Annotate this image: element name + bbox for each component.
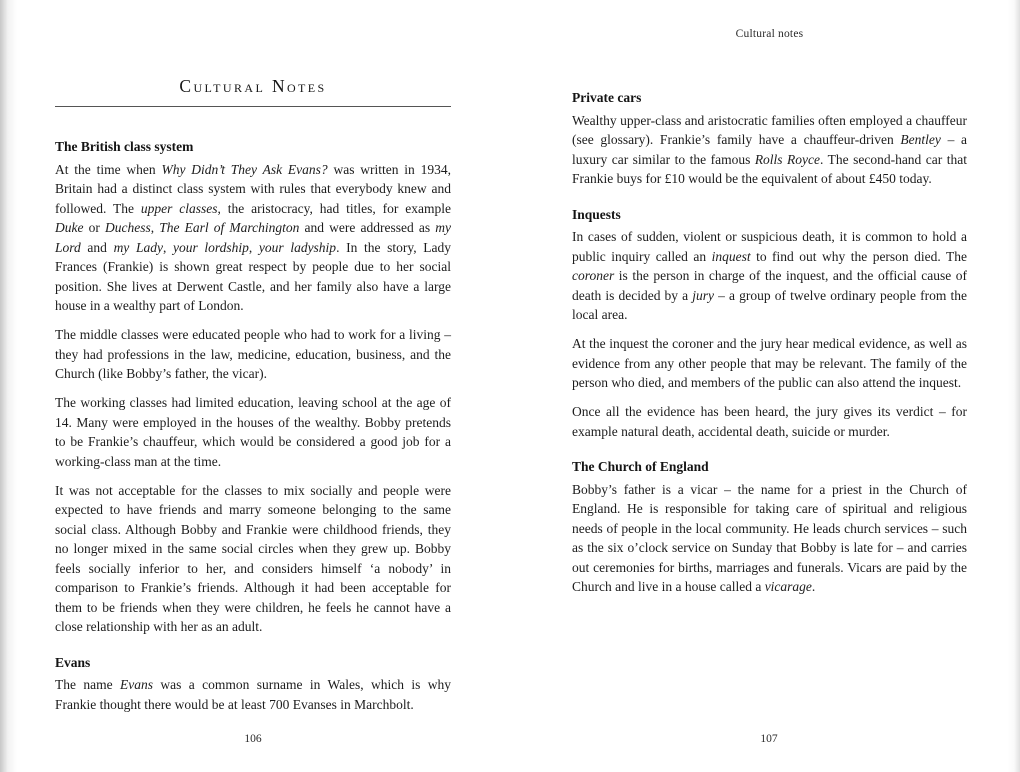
section-heading: Private cars bbox=[572, 90, 642, 105]
page-number-right: 107 bbox=[760, 733, 778, 745]
section-heading: The Church of England bbox=[572, 459, 709, 474]
page-right bbox=[572, 88, 967, 597]
paragraph: In cases of sudden, violent or suspicious death, it is common to hold a public inquiry called an inquest to find out why the person died. The coroner is the person in charge of the inquest, and the official cause of death is decided by a jury – a group of twelve ordinary people from the local area. bbox=[572, 229, 968, 322]
paragraph: Wealthy upper-class and aristocratic families often employed a chauffeur (see glossary). Frankie’s family have a chauffeur-driven Bentley – a luxury car similar to the famous Rolls Royce. The second-hand car that Frankie buys for £10 would be the equivalent of about £450 today. bbox=[572, 112, 967, 186]
paragraph: At the inquest the coroner and the jury hear medical evidence, as well as evidence from any other people that may be relevant. The family of the person who died, and members of the public can also attend the inquest. bbox=[572, 336, 967, 390]
paragraph: The working classes had limited education, leaving school at the age of 14. Many were employed in the houses of the wealthy. Bobby pretends to be Frankie’s chauffeur, which would be considered a good job for a working-class man at the time. bbox=[55, 395, 451, 469]
running-header: Cultural notes bbox=[735, 28, 804, 40]
page-title: Cultural Notes bbox=[179, 76, 327, 96]
section-church-of-england bbox=[572, 457, 967, 597]
page-left bbox=[55, 76, 451, 714]
paragraph: At the time when Why Didn’t They Ask Evans? was written in 1934, Britain had a distinct class system with rules that everybody knew and followed. The upper classes, the aristocracy, had titles, for example Duke or Duchess, The Earl of Marchington and were addressed as my Lord and my Lady, your lordship, your ladyship. In the story, Lady Frances (Frankie) is shown great respect by people due to her social position. She lives at Derwent Castle, and her family also have a large house in a wealthy part of London. bbox=[55, 161, 452, 313]
paragraph: Bobby’s father is a vicar – the name for a priest in the Church of England. He is responsible for taking care of spiritual and religious needs of people in the local community. He leads church services – such as the six o’clock service on Sunday that Bobby is late for – and carries out ceremonies for births, marriages and funerals. Vicars are paid by the Church and live in a house called a vicarage. bbox=[572, 481, 967, 594]
paragraph: The middle classes were educated people who had to work for a living – they had professions in the law, medicine, education, business, and the Church (like Bobby’s father, the vicar). bbox=[55, 327, 451, 381]
paragraph: It was not acceptable for the classes to mix socially and people were expected to have friends and marry someone belonging to the same social class. Although Bobby and Frankie were childhood friends, they no longer mixed in the same social circles when they grew up. Bobby feels socially inferior to her, and considers himself ‘a nobody’ in comparison to Frankie’s friends. Although it had been acceptable for them to be friends when they were children, he feels he cannot have a close relationship with her as an adult. bbox=[55, 482, 451, 634]
section-heading: Evans bbox=[55, 654, 91, 670]
title-rule bbox=[55, 106, 451, 107]
section-private-cars bbox=[572, 88, 967, 189]
paragraph: The name Evans was a common surname in Wales, which is why Frankie thought there would be at least 700 Evanses in Marchbolt. bbox=[55, 677, 451, 712]
section-inquests bbox=[572, 205, 967, 442]
section-heading: Inquests bbox=[572, 206, 621, 222]
section-british-class-system bbox=[55, 137, 451, 637]
section-heading: The British class system bbox=[55, 139, 194, 154]
page-number-left: 106 bbox=[244, 733, 262, 745]
paragraph: Once all the evidence has been heard, the jury gives its verdict – for example natural death, accidental death, suicide or murder. bbox=[572, 404, 967, 439]
section-evans bbox=[55, 653, 451, 715]
